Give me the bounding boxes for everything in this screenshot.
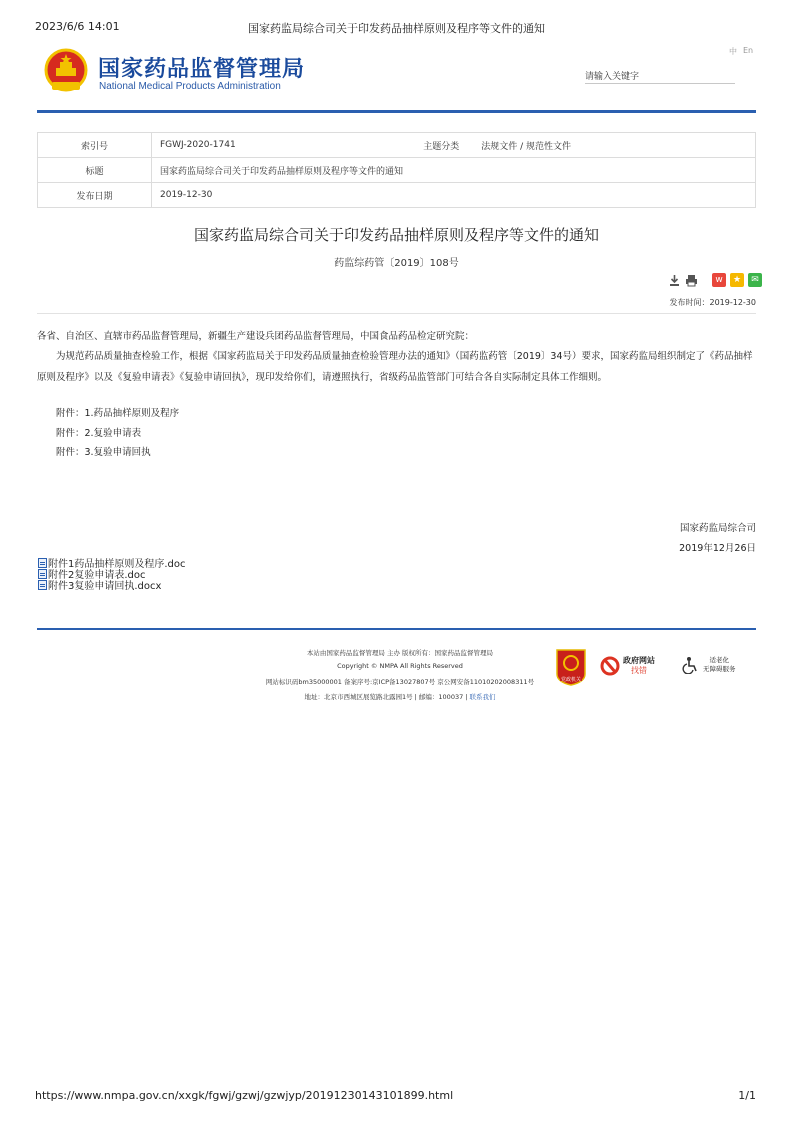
gov-badge-line2: 找错 [631, 666, 647, 675]
header-divider [37, 110, 756, 113]
file-link-label[interactable]: 附件2复验申请表.doc [48, 570, 146, 581]
footer-copyright: Copyright © NMPA All Rights Reserved [337, 662, 463, 670]
category-label: 主题分类 [393, 133, 473, 158]
gov-badge-text [623, 656, 655, 676]
document-meta-table [37, 132, 756, 208]
search-input[interactable] [585, 68, 735, 87]
print-page-number: 1/1 [738, 1089, 756, 1102]
meta-row-index [38, 133, 756, 158]
signing-organization: 国家药监局综合司 [679, 523, 756, 534]
index-label: 索引号 [38, 133, 152, 158]
date-label: 发布日期 [38, 183, 152, 208]
download-icon[interactable] [668, 274, 681, 287]
lang-zh-link[interactable]: 中 [729, 47, 737, 56]
file-download-link[interactable] [38, 577, 161, 592]
weibo-share-icon[interactable]: w [712, 273, 726, 287]
search-box [585, 64, 735, 84]
site-name-cn[interactable]: 国家药品监督管理局 [98, 57, 306, 82]
party-government-badge[interactable] [555, 648, 587, 686]
document-number: 药监综药管〔2019〕108号 [334, 258, 459, 269]
acc-badge-line2: 无障碍服务 [703, 665, 736, 673]
salutation: 各省、自治区、直辖市药品监督管理局，新疆生产建设兵团药品监督管理局，中国食品药品检定研究院： [37, 331, 475, 342]
article-toolbar [668, 272, 762, 288]
party-badge-label: 党政机关 [560, 677, 581, 683]
footer-divider [37, 628, 756, 630]
site-name-en[interactable]: National Medical Products Administration [99, 81, 281, 92]
attachment-item: 附件：2.复验申请表 [56, 428, 142, 439]
footer-address [180, 692, 620, 701]
attachment-item: 附件：3.复验申请回执 [56, 447, 151, 458]
date-value: 2019-12-30 [152, 183, 756, 208]
acc-badge-line1: 适老化 [709, 656, 729, 664]
qzone-share-icon[interactable]: ★ [730, 273, 744, 287]
footer-sponsor: 本站由国家药品监督管理局 主办 版权所有：国家药品监督管理局 [306, 649, 494, 657]
meta-row-title [38, 158, 756, 183]
doc-file-icon [38, 580, 47, 590]
article-title: 国家药监局综合司关于印发药品抽样原则及程序等文件的通知 [193, 226, 599, 244]
category-value: 法规文件 / 规范性文件 [473, 133, 755, 158]
attachment-item: 附件：1.药品抽样原则及程序 [56, 408, 180, 419]
signing-date: 2019年12月26日 [679, 543, 756, 554]
gov-badge-line1: 政府网站 [623, 656, 655, 665]
print-url: https://www.nmpa.gov.cn/xxgk/fgwj/gzwj/gzwjyp/20191230143101899.html [35, 1089, 454, 1102]
gov-site-error-badge[interactable] [600, 655, 655, 677]
article-divider [37, 313, 756, 314]
print-icon[interactable] [685, 274, 698, 287]
publish-time: 发布时间：2019-12-30 [669, 298, 756, 307]
footer-registration: 网站标识码bm35000001 备案序号:京ICP备13027807号 京公网安备11010202008311号 [265, 678, 535, 686]
index-value: FGWJ-2020-1741 [152, 133, 394, 158]
print-page-title: 国家药监局综合司关于印发药品抽样原则及程序等文件的通知 [248, 22, 545, 35]
accessibility-text [703, 656, 736, 674]
meta-row-date [38, 183, 756, 208]
gov-site-error-icon [600, 655, 620, 677]
file-link-label[interactable]: 附件1药品抽样原则及程序.doc [48, 559, 186, 570]
wechat-share-icon[interactable]: ✉ [748, 273, 762, 287]
print-datetime: 2023/6/6 14:01 [35, 20, 120, 33]
file-link-label[interactable]: 附件3复验申请回执.docx [48, 581, 162, 592]
contact-us-link[interactable]: 联系我们 [469, 693, 496, 701]
footer-address-text: 地址：北京市西城区展览路北露园1号 | 邮编：100037 | [304, 693, 470, 701]
lang-en-link[interactable]: En [743, 46, 754, 55]
title-value: 国家药监局综合司关于印发药品抽样原则及程序等文件的通知 [152, 158, 756, 183]
wheelchair-icon [682, 656, 700, 674]
national-emblem-logo[interactable] [44, 48, 88, 94]
body-paragraph: 为规范药品质量抽查检验工作，根据《国家药监局关于印发药品质量抽查检验管理办法的通知》（国药监药管〔2019〕34号）要求，国家药监局组织制定了《药品抽样原则及程序》以及《复验申请表》《复验申请回执》，现印发给你们，请遵照执行，省级药品监管部门可结合各自实际制定具体工作细则。 [37, 351, 753, 383]
title-label: 标题 [38, 158, 152, 183]
accessibility-badge[interactable] [682, 656, 736, 674]
